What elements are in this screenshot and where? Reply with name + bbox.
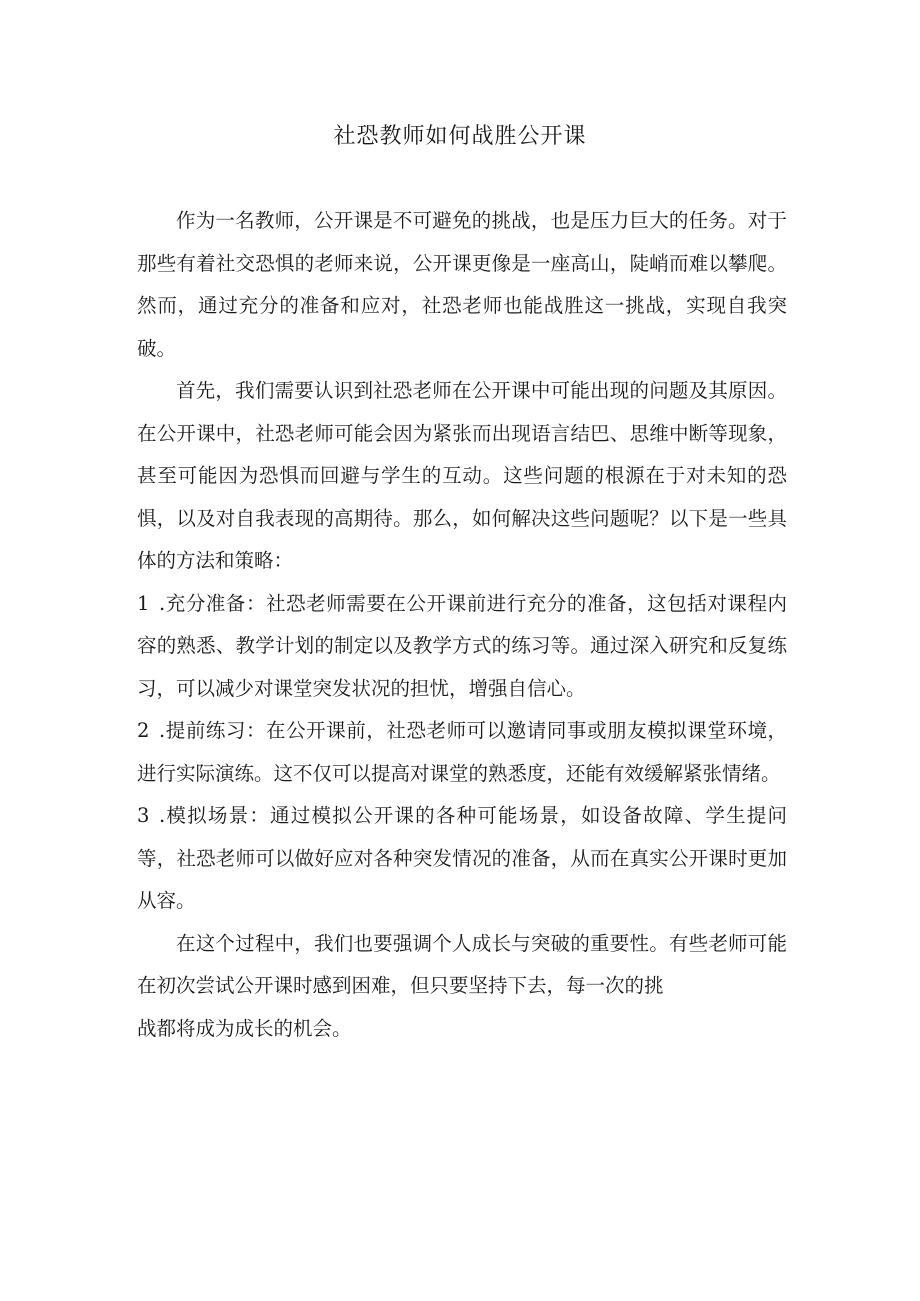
- list-number: 1: [137, 591, 150, 615]
- list-number: 3: [137, 804, 150, 827]
- document-body: [137, 200, 787, 1050]
- list-item: [137, 710, 787, 795]
- closing-text: 在这个过程中，我们也要强调个人成长与突破的重要性。有些老师可能在初次尝试公开课时感到困难，但只要坚持下去，每一次的挑: [137, 931, 787, 997]
- document-title: 社恐教师如何战胜公开课: [333, 124, 587, 149]
- closing-text-end: 战都将成为成长的机会。: [137, 1016, 352, 1040]
- list-item: [137, 795, 787, 923]
- list-item-text: .模拟场景：通过模拟公开课的各种可能场景，如设备故障、学生提问等，社恐老师可以做好应对各种突发情况的准备，从而在真实公开课时更加从容。: [137, 804, 787, 912]
- paragraph-closing: [137, 923, 787, 1051]
- list-number: 2: [137, 719, 150, 742]
- paragraph-problems: 首先，我们需要认识到社恐老师在公开课中可能出现的问题及其原因。在公开课中，社恐老师可能会因为紧张而出现语言结巴、思维中断等现象，甚至可能因为恐惧而回避与学生的互动。这些问题的根源在于对未知的恐惧，以及对自我表现的高期待。那么，如何解决这些问题呢？以下是一些具体的方法和策略：: [137, 379, 787, 572]
- list-item-text: .提前练习：在公开课前，社恐老师可以邀请同事或朋友模拟课堂环境，进行实际演练。这不仅可以提高对课堂的熟悉度，还能有效缓解紧张情绪。: [137, 719, 787, 785]
- list-item: [137, 583, 787, 711]
- paragraph-intro: 作为一名教师，公开课是不可避免的挑战，也是压力巨大的任务。对于那些有着社交恐惧的老师来说，公开课更像是一座高山，陡峭而难以攀爬。然而，通过充分的准备和应对，社恐老师也能战胜这一挑战，实现自我突破。: [137, 209, 787, 360]
- list-item-text: .充分准备：社恐老师需要在公开课前进行充分的准备，这包括对课程内容的熟悉、教学计划的制定以及教学方式的练习等。通过深入研究和反复练习，可以减少对课堂突发状况的担忧，增强自信心。: [137, 591, 787, 700]
